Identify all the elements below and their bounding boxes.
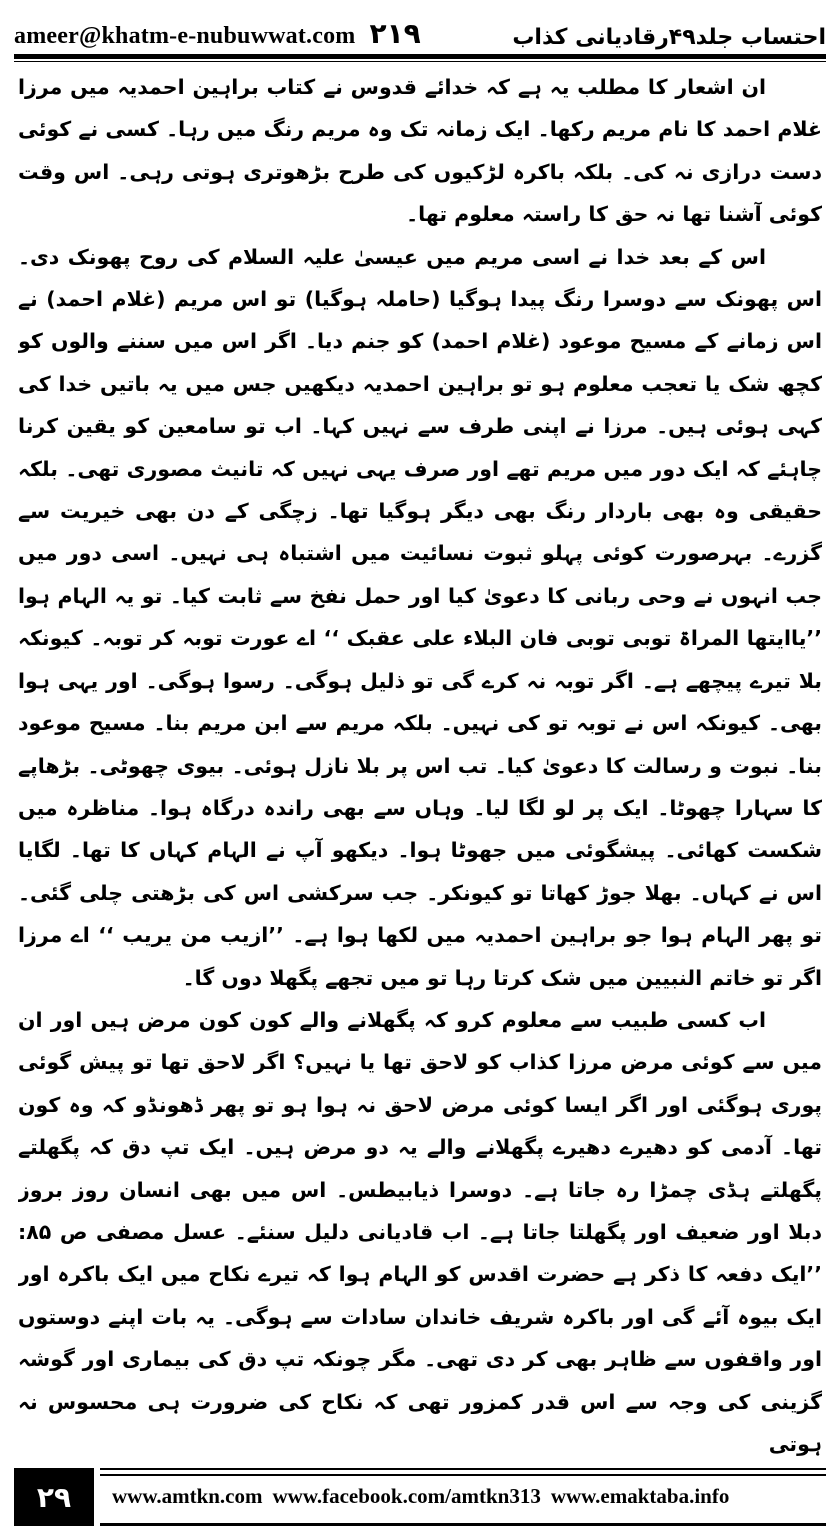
footer-page-number: ۲۹ — [14, 1468, 94, 1526]
page-header — [14, 6, 826, 50]
header-email[interactable]: ameer@khatm-e-nubuwwat.com — [14, 23, 356, 49]
paragraph-1: ان اشعار کا مطلب یہ ہے کہ خدائے قدوس نے کتاب براہین احمدیہ میں مرزا غلام احمد کا نام مریم رکھا۔ ایک زمانہ تک وہ مریم رنگ میں رہا۔ کسی نے کوئی دست درازی نہ کی۔ بلکہ باکرہ لڑکیوں کی طرح بڑھوتری ہوتی رہی۔ اس وقت کوئی آشنا تھا نہ حق کا راستہ معلوم تھا۔ — [18, 75, 822, 227]
footer-links — [112, 1484, 826, 1509]
paragraph-2: اس کے بعد خدا نے اسی مریم میں عیسیٰ علیہ السلام کی روح پھونک دی۔ اس پھونک سے دوسرا رنگ پیدا ہوگیا (حاملہ ہوگیا) تو اس مریم (غلام احمد) نے اس زمانے کے مسیح موعود (غلام احمد) کو جنم دیا۔ اگر اس میں سننے والوں کو کچھ شک یا تعجب معلوم ہو تو براہین احمدیہ دیکھیں جس میں یہ باتیں خدا کی کہی ہوئی ہیں۔ مرزا نے اپنی طرف سے نہیں کہا۔ اب تو سامعین کو یقین کرنا چاہئے کہ ایک دور میں مریم تھے اور صرف یہی نہیں کہ تانیث مصوری تھی۔ بلکہ حقیقی وہ بھی باردار رنگ بھی دیگر ہوگیا تھا۔ زچگی کے دن بھی خیریت سے گزرے۔ بہرصورت کوئی پہلو ثبوت نسائیت میں اشتباہ ہی نہیں۔ اسی دور میں جب انہوں نے وحی ربانی کا دعویٰ کیا اور حمل نفخ سے ثابت کیا۔ تو یہ الہام ہوا ’’یاایتھا المراۃ توبی توبی فان البلاء علی عقبک ‘‘ اے عورت توبہ کر توبہ۔ کیونکہ بلا تیرے پیچھے ہے۔ اگر توبہ نہ کرے گی تو ذلیل ہوگی۔ رسوا ہوگی۔ اور یہی ہوا بھی۔ کیونکہ اس نے توبہ تو کی نہیں۔ بلکہ مریم سے ابن مریم بنا۔ مسیح موعود بنا۔ نبوت و رسالت کا دعویٰ کیا۔ تب اس پر بلا نازل ہوئی۔ بیوی چھوٹی۔ بڑھاپے کا سہارا چھوٹا۔ ایک پر لو لگا لیا۔ وہاں سے بھی راندہ درگاہ ہوا۔ مناظرہ میں شکست کھائی۔ پیشگوئی میں جھوٹا ہوا۔ دیکھو آپ نے الہام کہاں کا تھا۔ لگایا اس نے کہاں۔ بھلا جوڑ کھاتا تو کیونکر۔ جب سرکشی اس کی بڑھتی چلی گئی۔ تو پھر الہام ہوا جو براہین احمدیہ میں لکھا ہوا ہے۔ ’’ازیب من یریب ‘‘ اے مرزا اگر تو خاتم النبیین میں شک کرتا رہا تو میں تجھے پگھلا دوں گا۔ — [18, 244, 822, 990]
header-rule — [14, 54, 826, 59]
paragraph-3: اب کسی طبیب سے معلوم کرو کہ پگھلانے والے کون کون مرض ہیں اور ان میں سے کوئی مرض مرزا کذاب کو لاحق تھا یا نہیں؟ اگر لاحق تھا تو پیش گوئی پوری ہوگئی اور اگر ایسا کوئی مرض لاحق نہ ہوا ہو تو پھر ڈھونڈو کہ وہ کون تھا۔ آدمی کو دھیرے دھیرے پگھلانے والے یہ دو مرض ہیں۔ ایک تپ دق کہ پگھلتے پگھلتے ہڈی چمڑا رہ جاتا ہے۔ دوسرا ذیابیطس۔ اس میں بھی انسان روز بروز دبلا اور ضعیف اور پگھلتا جاتا ہے۔ اب قادیانی دلیل سنئے۔ عسل مصفی ص ۸۵: ’’ایک دفعہ کا ذکر ہے حضرت اقدس کو الہام ہوا کہ تیرے نکاح میں ایک باکرہ اور ایک بیوہ آئے گی اور باکرہ شریف خاندان سادات سے ہوگی۔ یہ بات اپنے دوستوں اور واقفوں سے ظاہر بھی کر دی تھی۔ مگر چونکہ تپ دق کی بیماری اور گوشہ گزینی کی وجہ سے اس قدر کمزور تھی کہ نکاح کی ضرورت ہی محسوس نہ ہوتی — [18, 1007, 822, 1456]
footer-link-amtkn[interactable]: www.amtkn.com — [112, 1484, 263, 1508]
footer-link-emaktaba[interactable]: www.emaktaba.info — [550, 1484, 730, 1508]
footer-rule-top — [100, 1468, 826, 1470]
body-text — [18, 66, 822, 1458]
footer-rule-mid — [100, 1474, 826, 1476]
header-rule-thin — [14, 61, 826, 62]
header-book-title: احتساب جلد۴۹رقادیانی کذاب — [512, 25, 826, 50]
page-footer — [14, 1468, 826, 1526]
header-left-group — [14, 17, 421, 50]
footer-bottom-rule — [100, 1523, 826, 1526]
footer-link-facebook[interactable]: www.facebook.com/amtkn313 — [272, 1484, 541, 1508]
header-page-number: ۲۱۹ — [369, 17, 421, 50]
